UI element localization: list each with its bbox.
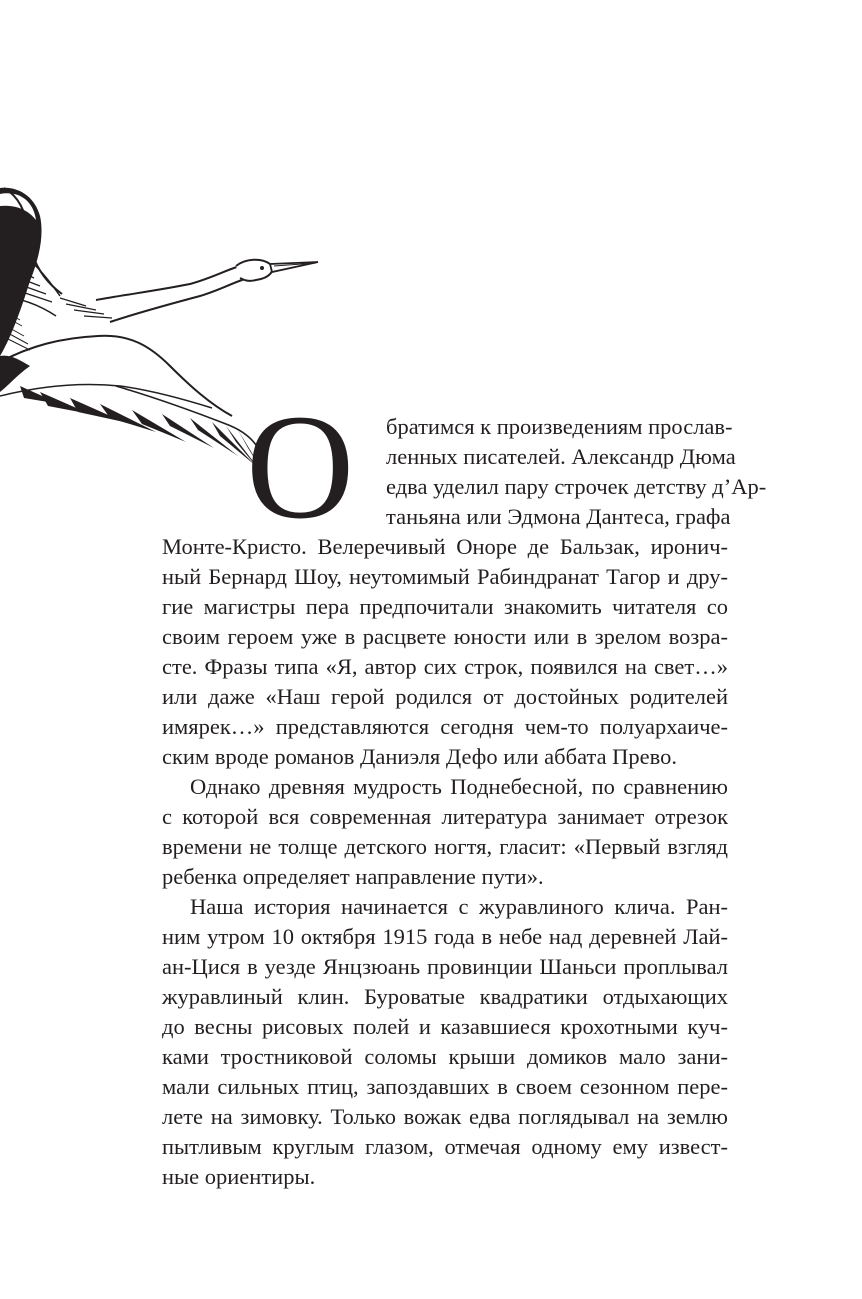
text-line: пытливым круглым глазом, отмечая одному ему извест- [162, 1134, 728, 1159]
text-line: мали сильных птиц, запоздавших в своем сезонном пере- [162, 1074, 728, 1099]
text-line: ребенка определяет направление пути». [162, 864, 544, 889]
text-line: ан-Цися в уезде Янцзюань провинции Шаньси проплывал [162, 954, 728, 979]
text-line: времени не толще детского ногтя, гласит: «Первый взгляд [162, 834, 728, 859]
text-line: ные ориентиры. [162, 1164, 316, 1189]
text-line: братимся к произведениям прослав- [386, 414, 733, 439]
text-line: гие магистры пера предпочитали знакомить читателя со [162, 594, 728, 619]
text-line: ским вроде романов Даниэля Дефо или аббата Прево. [162, 744, 678, 769]
text-line: ный Бернард Шоу, неутомимый Рабиндранат Тагор и дру- [162, 564, 728, 589]
text-line: имярек…» представляются сегодня чем-то полуархаиче- [162, 714, 728, 739]
text-line: едва уделил пару строчек детству д’Ар- [386, 474, 767, 499]
text-line: таньяна или Эдмона Дантеса, графа [386, 504, 731, 529]
text-line: ленных писателей. Александр Дюма [386, 444, 736, 469]
text-line: Однако древняя мудрость Поднебесной, по сравнению [190, 774, 728, 799]
text-line: лете на зимовку. Только вожак едва поглядывал на землю [162, 1104, 728, 1129]
text-line: до весны рисовых полей и казавшиеся крохотными куч- [162, 1014, 728, 1039]
text-line: Монте-Кристо. Велеречивый Оноре де Бальзак, иронич- [162, 534, 728, 559]
text-line: Наша история начинается с журавлиного клича. Ран- [190, 894, 728, 919]
text-line: ками тростниковой соломы крыши домиков мало зани- [162, 1044, 728, 1069]
text-line: своим героем уже в расцвете юности или в зрелом возра- [162, 624, 728, 649]
text-line: с которой вся современная литература занимает отрезок [162, 804, 728, 829]
text-line: ним утром 10 октября 1915 года в небе над деревней Лай- [162, 924, 728, 949]
text-line: или даже «Наш герой родился от достойных родителей [162, 684, 728, 709]
drop-cap: О [246, 384, 355, 550]
text-line: журавлиный клин. Буроватые квадратики отдыхающих [162, 984, 728, 1009]
text-line: сте. Фразы типа «Я, автор сих строк, появился на свет…» [162, 654, 728, 679]
